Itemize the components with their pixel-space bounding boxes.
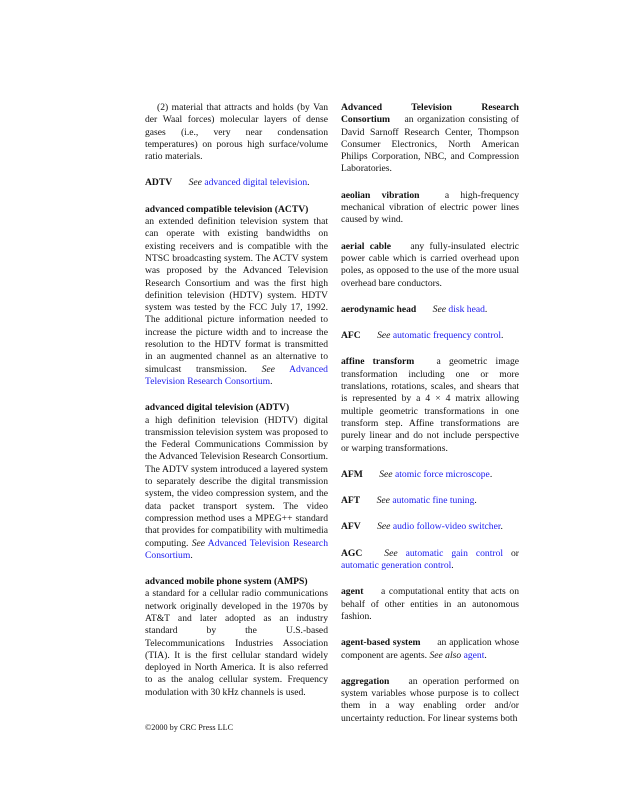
cross-reference-link[interactable]: Advanced Television Research Consortium bbox=[145, 537, 328, 561]
cross-reference-link[interactable]: automatic fine tuning bbox=[392, 495, 475, 507]
entry-term: agent bbox=[341, 586, 364, 598]
entry-term: aggregation bbox=[341, 675, 390, 687]
entry-amps bbox=[145, 576, 328, 699]
entry-term: advanced digital television (ADTV) bbox=[145, 402, 290, 414]
entry-atrc bbox=[341, 102, 519, 176]
cross-reference-link[interactable]: Advanced Television Research Consortium bbox=[145, 363, 328, 387]
cross-reference-link[interactable]: disk head bbox=[448, 303, 485, 315]
see-label: See bbox=[377, 330, 391, 342]
entry-definition: a computational entity that acts on behalf of other entities in an autonomous fashion. bbox=[341, 586, 519, 622]
entry-definition: a standard for a cellular radio communications network originally developed in the 1970s by AT&T and later adopted as an industry standard by the U.S.-based Telecommunications Industries Association (TIA). It is the first cellular standard widely deployed in North America. It is also referred to as the analog cellular system. Frequency modulation with 30 kHz channels is used. bbox=[145, 588, 328, 698]
entry-term: ADTV bbox=[145, 177, 173, 189]
entry-adtv-full: advanced digital television (ADTV) a high definition television (HDTV) digital transmission television system was proposed to the Federal Communications Commission by the Advanced Television Research Consortium. The ADTV system introduced a layered system to separately describe the digital transmission system, the video compression system, and the data packet transport system. The video compression method uses a MPEG++ standard that provides for compatibility with multimedia computing. See Advanced Television Research Consortium. bbox=[145, 402, 328, 561]
entry-term: aerial cable bbox=[341, 240, 392, 252]
entry-aft: AFT See automatic fine tuning. bbox=[341, 495, 477, 507]
entry-definition: a geometric image transformation including one or more translations, rotations, scales, and shears that is represented by a 4 × 4 matrix allowing multiple geometric transformations in one transform step. Affine transformations are purely linear and do not include perspective or warping transformations. bbox=[341, 356, 520, 454]
see-label: See also bbox=[429, 649, 462, 661]
entry-definition: a high-frequency mechanical vibration of electric power lines caused by wind. bbox=[341, 189, 519, 226]
see-label: See bbox=[377, 521, 391, 533]
entry-definition: an operation performed on system variables whose purpose is to collect them in a way enabling order and/or uncertainty reduction. For linear systems both bbox=[341, 675, 519, 724]
see-label: See bbox=[384, 547, 398, 559]
entry-definition: a high definition television (HDTV) digital transmission television system was proposed to the Federal Communications Commission by the Advanced Television Research Consortium. The ADTV system introduced a layered system to separately describe the digital transmission system, the video compression system, and the data packet transport system. The video compression method uses a MPEG++ standard that provides for compatibility with multimedia computing. bbox=[145, 414, 328, 549]
entry-actv: advanced compatible television (ACTV) an extended definition television system that can operate with existing bandwidths on existing receivers and is compatible with the NTSC broadcasting system. The ACTV system was proposed by the Advanced Television Research Consortium and was the first high definition television (HDTV) system. HDTV system was tested by the FCC July 17, 1992. The additional picture information needed to increase the picture width and to increase the resolution to the HDTV format is transmitted in an augmented channel as an alternative to simulcast transmission. See Advanced Television Research Consortium. bbox=[145, 203, 328, 387]
entry-aggregation bbox=[341, 676, 519, 725]
entry-term: AGC bbox=[341, 547, 363, 559]
entry-definition: an extended definition television system that can operate with existing bandwidths on existing receivers and is compatible with the NTSC broadcasting system. The ACTV system was proposed by the Advanced Television Research Consortium and was the first high definition television (HDTV) system. HDTV system was tested by the FCC July 17, 1992. The additional picture information needed to increase the picture width and to increase the resolution to the HDTV format is transmitted in an augmented channel as an alternative to simulcast transmission. bbox=[145, 216, 328, 375]
entry-term: AFC bbox=[341, 330, 361, 342]
see-label: See bbox=[379, 468, 393, 480]
entry-term: advanced compatible television (ACTV) bbox=[145, 203, 309, 215]
entry-term: agent-based system bbox=[341, 637, 421, 649]
right-column bbox=[341, 102, 519, 739]
entry-definition: any fully-insulated electric power cable which is carried overhead upon poles, as opposed to the use of the more usual overhead bare conductors. bbox=[341, 240, 520, 289]
see-label: See bbox=[191, 537, 206, 549]
entry-definition: (2) material that attracts and holds (by Van der Waal forces) molecular layers of dense gases (i.e., very near condensation temperatures) on porous high surface/volume ratio materials. bbox=[145, 102, 328, 163]
entry-term: aerodynamic head bbox=[341, 303, 417, 315]
entry-term: AFM bbox=[341, 468, 363, 480]
entry-term: affine transform bbox=[341, 356, 415, 368]
entry-agent-based-system: agent-based system an application whose component are agents. See also agent. bbox=[341, 637, 519, 661]
entry-term: AFT bbox=[341, 495, 361, 507]
entry-aeolian bbox=[341, 190, 519, 227]
entry-afc: AFC See automatic frequency control. bbox=[341, 330, 504, 342]
entry-afv: AFV See audio follow-video switcher. bbox=[341, 521, 503, 533]
cross-reference-link[interactable]: advanced digital television bbox=[204, 177, 308, 189]
cross-reference-link[interactable]: automatic gain control bbox=[405, 547, 504, 559]
left-column bbox=[145, 102, 328, 713]
entry-affine-transform bbox=[341, 356, 519, 454]
cross-reference-link[interactable]: automatic generation control bbox=[341, 560, 452, 572]
cross-reference-link[interactable]: atomic force microscope bbox=[394, 468, 490, 480]
entry-aerodynamic-head: aerodynamic head See disk head. bbox=[341, 303, 488, 315]
see-label: See bbox=[376, 495, 390, 507]
entry-agc: AGC See automatic gain control or automatic generation control. bbox=[341, 547, 519, 572]
cross-reference-link[interactable]: agent bbox=[463, 649, 485, 661]
cross-reference-link[interactable]: automatic frequency control bbox=[392, 330, 502, 342]
entry-afm: AFM See atomic force microscope. bbox=[341, 468, 493, 480]
see-label: See bbox=[261, 363, 275, 375]
entry-continuation bbox=[145, 102, 328, 163]
entry-term: aeolian vibration bbox=[341, 189, 420, 201]
see-label: See bbox=[432, 303, 446, 315]
see-label: See bbox=[188, 177, 202, 189]
entry-term: advanced mobile phone system (AMPS) bbox=[145, 576, 308, 588]
entry-aerial bbox=[341, 241, 519, 290]
entry-agent bbox=[341, 586, 519, 623]
cross-reference-link[interactable]: audio follow-video switcher bbox=[392, 521, 501, 533]
entry-term: Advanced Television Research Consortium bbox=[341, 102, 519, 126]
entry-adtv: ADTV See advanced digital television. bbox=[145, 177, 310, 189]
entry-term: AFV bbox=[341, 521, 361, 533]
copyright-footer: ©2000 by CRC Press LLC bbox=[145, 723, 234, 732]
entry-definition: an organization consisting of David Sarnoff Research Center, Thompson Consumer Electronics, North American Philips Corporation, NBC, and Compression Laboratories. bbox=[341, 114, 519, 175]
entry-definition: an application whose component are agents. bbox=[341, 637, 519, 661]
